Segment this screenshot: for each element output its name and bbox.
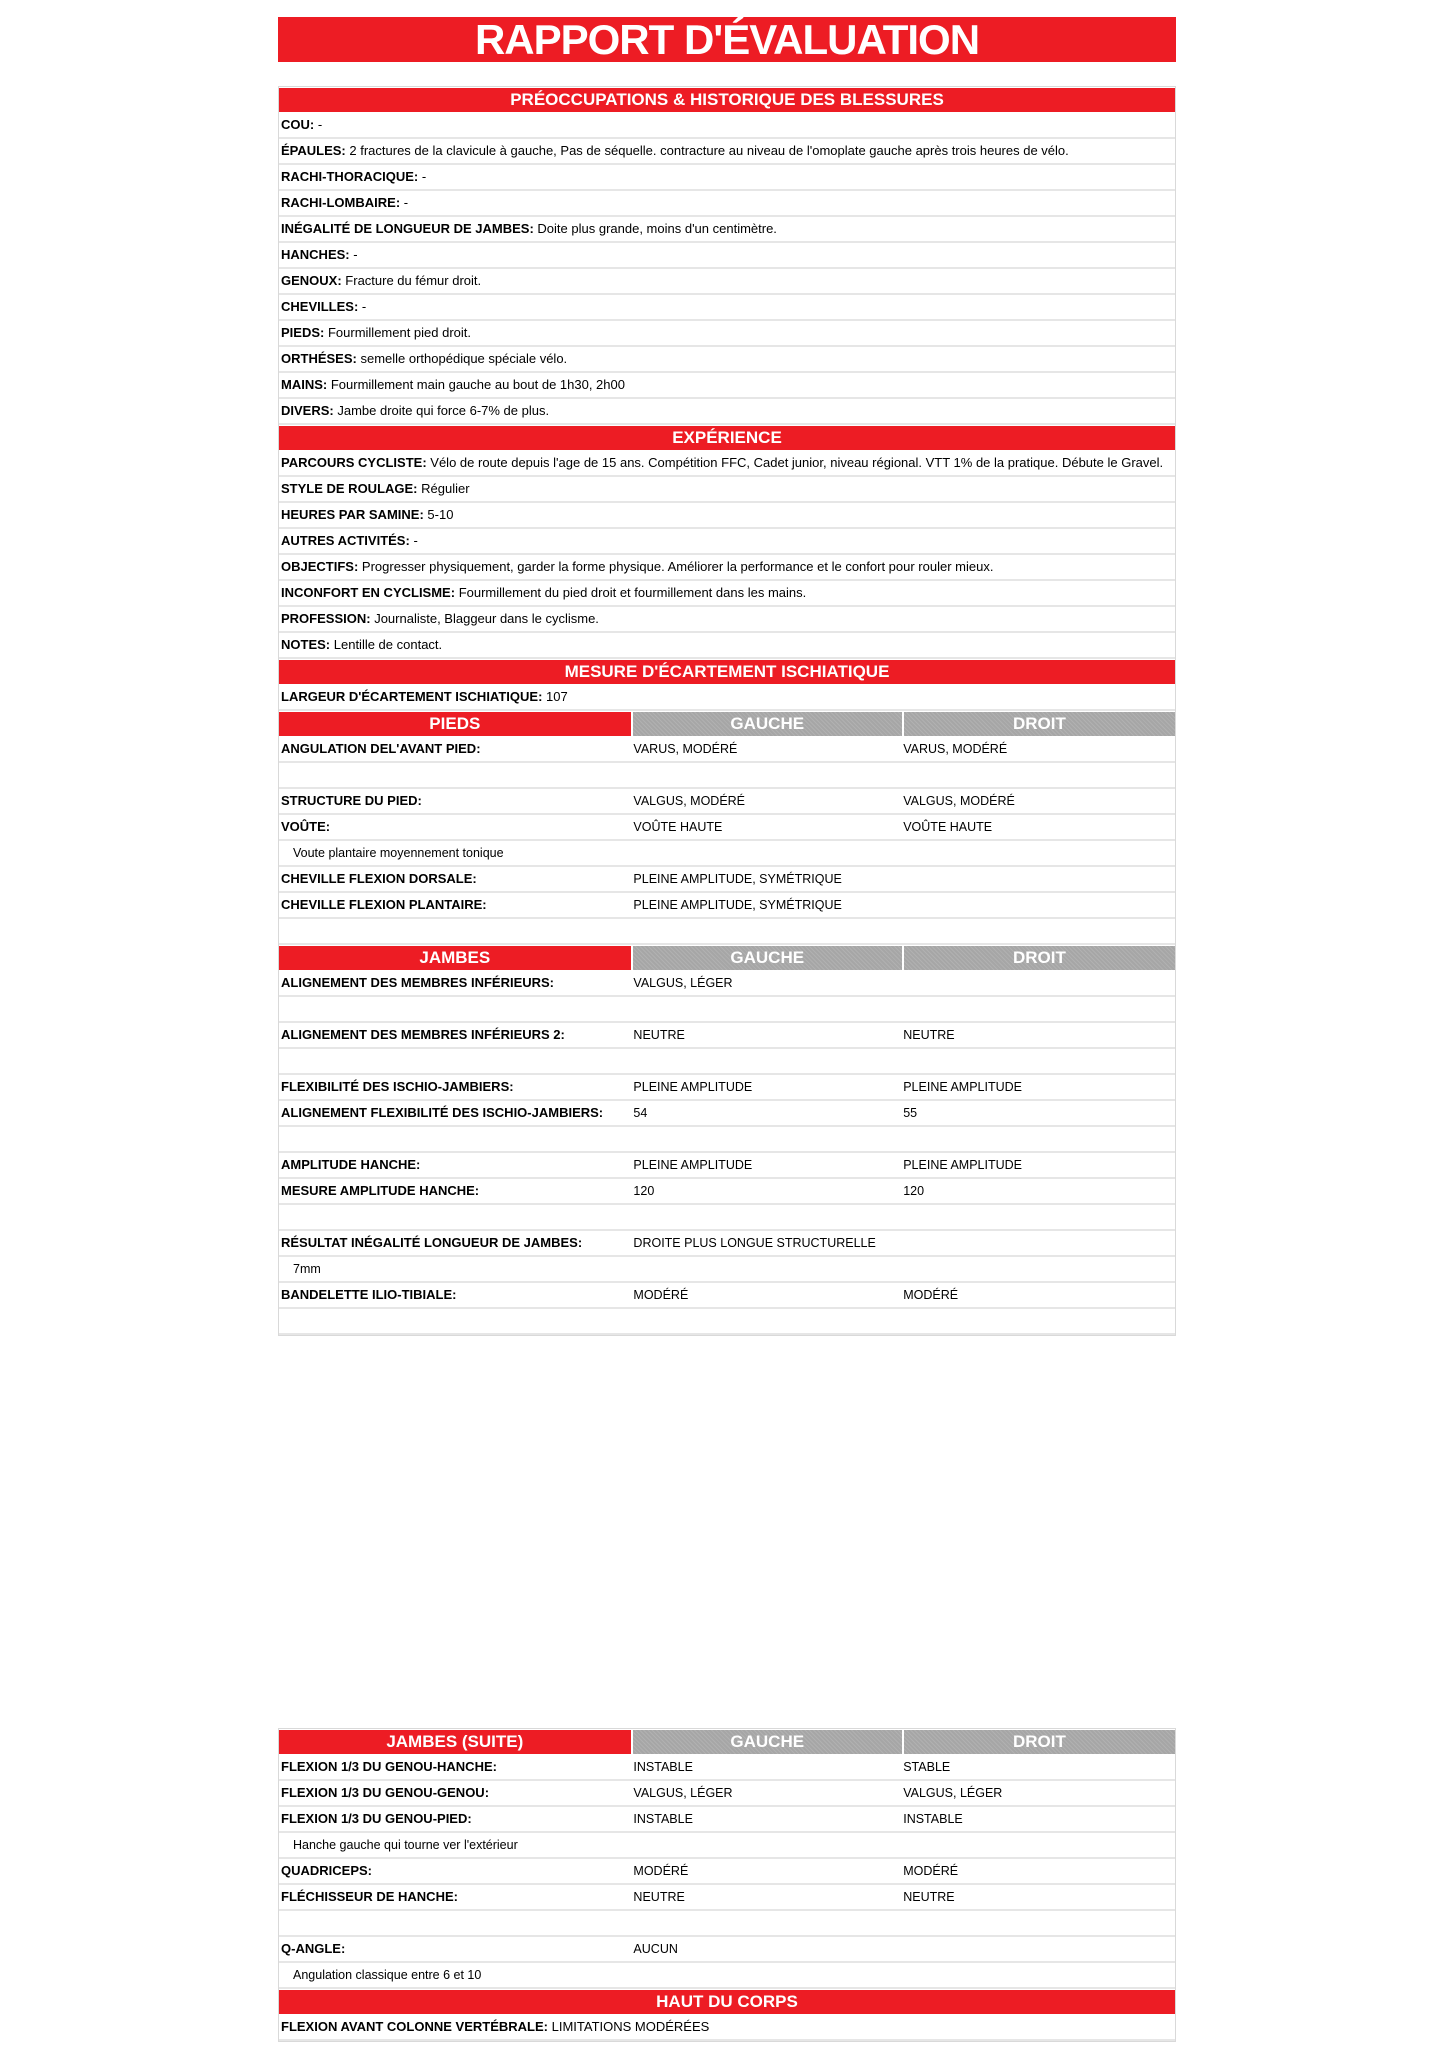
row-right-value: 55 (903, 1106, 918, 1120)
row-left-value: PLEINE AMPLITUDE, SYMÉTRIQUE (633, 898, 842, 912)
table-row (279, 1075, 1175, 1101)
empty-row (279, 1127, 1175, 1153)
experience-label: STYLE DE ROULAGE: (281, 481, 418, 496)
col-right-header: DROIT (904, 946, 1175, 970)
experience-row (279, 607, 1175, 633)
experience-value: Journaliste, Blaggeur dans le cyclisme. (374, 611, 599, 626)
experience-label: PARCOURS CYCLISTE: (281, 455, 427, 470)
section-header-experience: EXPÉRIENCE (279, 426, 1175, 450)
injury-value: Fracture du fémur droit. (345, 273, 482, 288)
row-label: VOÛTE: (281, 819, 331, 834)
injury-row (279, 243, 1175, 269)
row-right-value: MODÉRÉ (903, 1288, 959, 1302)
page-title: RAPPORT D'ÉVALUATION (278, 17, 1176, 62)
injury-label: MAINS: (281, 377, 328, 392)
row-left-value: VALGUS, MODÉRÉ (633, 794, 746, 808)
experience-label: OBJECTIFS: (281, 559, 359, 574)
row-right-value: VALGUS, LÉGER (903, 1786, 1003, 1800)
experience-row (279, 529, 1175, 555)
row-label: ALIGNEMENT DES MEMBRES INFÉRIEURS 2: (281, 1027, 565, 1042)
experience-row (279, 633, 1175, 659)
experience-list (279, 451, 1175, 659)
col-left-header: GAUCHE (633, 946, 902, 970)
row-left-value: NEUTRE (633, 1028, 685, 1042)
injury-value: - (353, 247, 358, 262)
row-left-value: INSTABLE (633, 1812, 693, 1826)
experience-row (279, 451, 1175, 477)
injury-value: Doite plus grande, moins d'un centimètre. (537, 221, 777, 236)
row-label: ALIGNEMENT DES MEMBRES INFÉRIEURS: (281, 975, 555, 990)
feet-header-row (279, 712, 1175, 736)
experience-row (279, 477, 1175, 503)
experience-row (279, 503, 1175, 529)
injury-label: GENOUX: (281, 273, 342, 288)
injury-list (279, 113, 1175, 425)
feet-header: PIEDS (279, 712, 631, 736)
empty-row (279, 1205, 1175, 1231)
row-right-value: NEUTRE (903, 1028, 955, 1042)
row-label: FLEXION 1/3 DU GENOU-HANCHE: (281, 1759, 497, 1774)
row-label: CHEVILLE FLEXION PLANTAIRE: (281, 897, 487, 912)
table-row (279, 1755, 1175, 1781)
table-row (279, 1807, 1175, 1833)
row-right-value: INSTABLE (903, 1812, 963, 1826)
col-left-header: GAUCHE (633, 712, 902, 736)
experience-value: Lentille de contact. (333, 637, 443, 652)
row-right-value: NEUTRE (903, 1890, 955, 1904)
legs-header-row (279, 946, 1175, 970)
table-row (279, 1781, 1175, 1807)
row-label: RÉSULTAT INÉGALITÉ LONGUEUR DE JAMBES: (281, 1235, 583, 1250)
section-header-upper-body: HAUT DU CORPS (279, 1990, 1175, 2014)
injury-label: RACHI-LOMBAIRE: (281, 195, 401, 210)
row-left-value: PLEINE AMPLITUDE (633, 1158, 753, 1172)
row-left-value: VALGUS, LÉGER (633, 976, 733, 990)
row-left-value: VALGUS, LÉGER (633, 1786, 733, 1800)
row-right-value: STABLE (903, 1760, 951, 1774)
legs2-note: Hanche gauche qui tourne ver l'extérieur (279, 1833, 1175, 1859)
row-label: BANDELETTE ILIO-TIBIALE: (281, 1287, 457, 1302)
table-row (279, 1179, 1175, 1205)
row-left-value: VOÛTE HAUTE (633, 820, 723, 834)
table-row (279, 971, 1175, 997)
ischial-value: 107 (546, 689, 568, 704)
injury-row (279, 269, 1175, 295)
upper-label: FLEXION AVANT COLONNE VERTÉBRALE: (281, 2019, 548, 2034)
experience-value: Fourmillement du pied droit et fourmillement dans les mains. (458, 585, 807, 600)
injury-row (279, 191, 1175, 217)
ischial-label: LARGEUR D'ÉCARTEMENT ISCHIATIQUE: (281, 689, 543, 704)
row-right-value: PLEINE AMPLITUDE (903, 1080, 1023, 1094)
injury-row (279, 139, 1175, 165)
row-right-value: MODÉRÉ (903, 1864, 959, 1878)
injury-value: - (361, 299, 367, 314)
injury-label: ÉPAULES: (281, 143, 346, 158)
row-label: FLEXION 1/3 DU GENOU-GENOU: (281, 1785, 490, 1800)
row-left-value: DROITE PLUS LONGUE STRUCTURELLE (633, 1236, 876, 1250)
experience-label: NOTES: (281, 637, 331, 652)
row-left-value: MODÉRÉ (633, 1288, 689, 1302)
table-row (279, 867, 1175, 893)
row-label: QUADRICEPS: (281, 1863, 373, 1878)
injury-row (279, 347, 1175, 373)
empty-row (279, 1309, 1175, 1335)
legs2-header: JAMBES (SUITE) (279, 1730, 631, 1754)
row-left-value: PLEINE AMPLITUDE (633, 1080, 753, 1094)
injury-value: - (421, 169, 427, 184)
experience-value: - (413, 533, 418, 548)
empty-row (279, 1049, 1175, 1075)
empty-row (279, 919, 1175, 945)
section-header-injuries: PRÉOCCUPATIONS & HISTORIQUE DES BLESSURES (279, 88, 1175, 112)
injury-label: INÉGALITÉ DE LONGUEUR DE JAMBES: (281, 221, 534, 236)
row-left-value: INSTABLE (633, 1760, 693, 1774)
experience-row (279, 555, 1175, 581)
row-left-value: 54 (633, 1106, 648, 1120)
empty-row (279, 1911, 1175, 1937)
row-label: CHEVILLE FLEXION DORSALE: (281, 871, 477, 886)
report-block-1 (278, 86, 1176, 1336)
injury-label: ORTHÉSES: (281, 351, 357, 366)
experience-label: HEURES PAR SAMINE: (281, 507, 424, 522)
row-label: AMPLITUDE HANCHE: (281, 1157, 421, 1172)
experience-label: AUTRES ACTIVITÉS: (281, 533, 410, 548)
injury-label: RACHI-THORACIQUE: (281, 169, 419, 184)
injury-value: - (317, 117, 323, 132)
row-label: MESURE AMPLITUDE HANCHE: (281, 1183, 480, 1198)
table-row (279, 1885, 1175, 1911)
injury-row (279, 295, 1175, 321)
experience-label: INCONFORT EN CYCLISME: (281, 585, 456, 600)
injury-label: HANCHES: (281, 247, 350, 262)
injury-label: DIVERS: (281, 403, 334, 418)
injury-value: Fourmillement pied droit. (327, 325, 472, 340)
row-left-value: VARUS, MODÉRÉ (633, 742, 738, 756)
legs2-note: Angulation classique entre 6 et 10 (279, 1963, 1175, 1989)
empty-row (279, 763, 1175, 789)
row-left-value: PLEINE AMPLITUDE, SYMÉTRIQUE (633, 872, 842, 886)
upper-value: LIMITATIONS MODÉRÉES (551, 2019, 710, 2034)
table-row (279, 1231, 1175, 1257)
report-block-2 (278, 1728, 1176, 2042)
injury-value: semelle orthopédique spéciale vélo. (360, 351, 568, 366)
table-row (279, 815, 1175, 841)
legs-note: 7mm (279, 1257, 1175, 1283)
injury-value: Jambe droite qui force 6-7% de plus. (337, 403, 550, 418)
row-left-value: NEUTRE (633, 1890, 685, 1904)
row-right-value: VARUS, MODÉRÉ (903, 742, 1008, 756)
injury-row (279, 373, 1175, 399)
ischial-row (279, 685, 1175, 711)
row-right-value: VOÛTE HAUTE (903, 820, 993, 834)
row-right-value: VALGUS, MODÉRÉ (903, 794, 1015, 808)
row-left-value: 120 (633, 1184, 655, 1198)
table-row (279, 1283, 1175, 1309)
experience-row (279, 581, 1175, 607)
row-label: FLEXIBILITÉ DES ISCHIO-JAMBIERS: (281, 1079, 514, 1094)
experience-value: Progresser physiquement, garder la forme physique. Améliorer la performance et le confort pour rouler mieux. (361, 559, 994, 574)
section-header-ischial: MESURE D'ÉCARTEMENT ISCHIATIQUE (279, 660, 1175, 684)
table-row (279, 737, 1175, 763)
row-label: ANGULATION DEL'AVANT PIED: (281, 741, 481, 756)
row-label: Q-ANGLE: (281, 1941, 346, 1956)
table-row (279, 1023, 1175, 1049)
legs2-header-row (279, 1730, 1175, 1754)
col-right-header: DROIT (904, 1730, 1175, 1754)
injury-row (279, 321, 1175, 347)
injury-label: CHEVILLES: (281, 299, 359, 314)
row-label: FLÉCHISSEUR DE HANCHE: (281, 1889, 458, 1904)
injury-row (279, 165, 1175, 191)
experience-value: Vélo de route depuis l'age de 15 ans. Compétition FFC, Cadet junior, niveau régional. VTT 1% de la pratique. Débute le Gravel. (430, 455, 1164, 470)
injury-row (279, 399, 1175, 425)
table-row (279, 789, 1175, 815)
injury-value: 2 fractures de la clavicule à gauche, Pas de séquelle. contracture au niveau de l'omoplate gauche après trois heures de vélo. (349, 143, 1069, 158)
injury-label: COU: (281, 117, 315, 132)
injury-value: - (403, 195, 409, 210)
table-row (279, 1153, 1175, 1179)
table-row (279, 1859, 1175, 1885)
experience-label: PROFESSION: (281, 611, 371, 626)
row-label: FLEXION 1/3 DU GENOU-PIED: (281, 1811, 472, 1826)
injury-row (279, 113, 1175, 139)
upper-row (279, 2015, 1175, 2041)
col-left-header: GAUCHE (633, 1730, 902, 1754)
legs-header: JAMBES (279, 946, 631, 970)
row-left-value: MODÉRÉ (633, 1864, 689, 1878)
experience-value: Régulier (421, 481, 470, 496)
injury-label: PIEDS: (281, 325, 325, 340)
row-right-value: PLEINE AMPLITUDE (903, 1158, 1023, 1172)
row-label: STRUCTURE DU PIED: (281, 793, 422, 808)
table-row (279, 1101, 1175, 1127)
table-row (279, 1937, 1175, 1963)
injury-row (279, 217, 1175, 243)
experience-value: 5-10 (427, 507, 454, 522)
feet-note: Voute plantaire moyennement tonique (279, 841, 1175, 867)
row-label: ALIGNEMENT FLEXIBILITÉ DES ISCHIO-JAMBIERS: (281, 1105, 604, 1120)
col-right-header: DROIT (904, 712, 1175, 736)
injury-value: Fourmillement main gauche au bout de 1h30, 2h00 (330, 377, 625, 392)
row-left-value: AUCUN (633, 1942, 678, 1956)
empty-row (279, 997, 1175, 1023)
table-row (279, 893, 1175, 919)
row-right-value: 120 (903, 1184, 925, 1198)
